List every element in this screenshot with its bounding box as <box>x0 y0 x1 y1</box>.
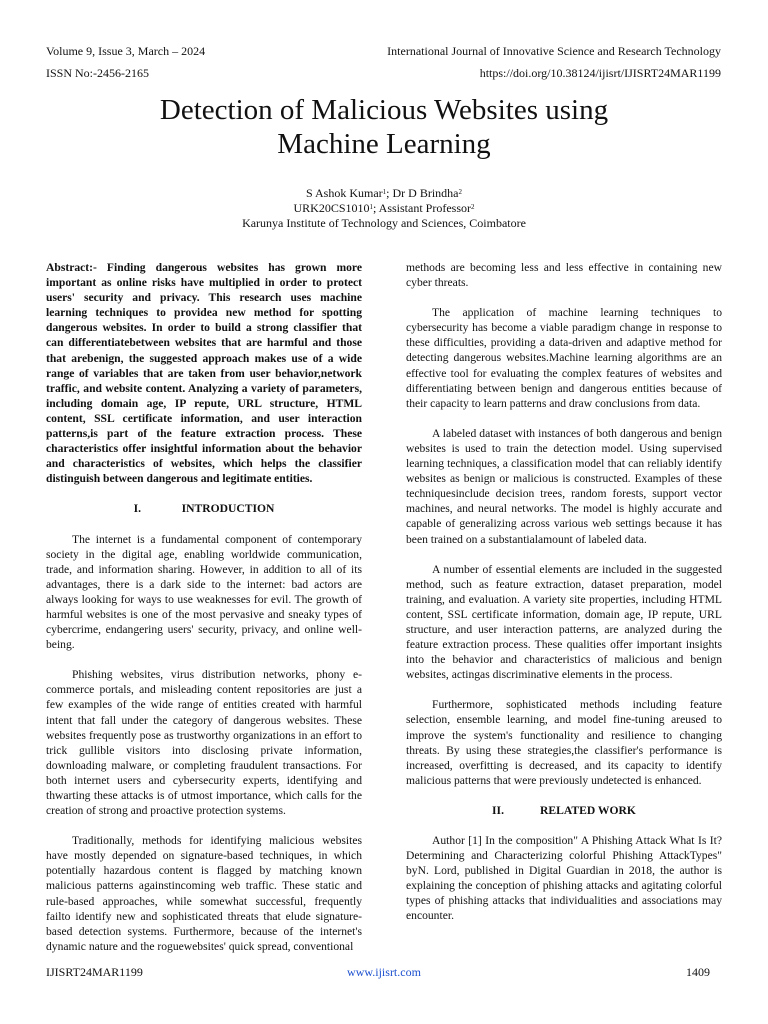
paper-title-line-1: Detection of Malicious Websites using <box>159 94 609 126</box>
body-paragraph: methods are becoming less and less effective in containing new cyber threats. <box>406 261 722 290</box>
journal-name: International Journal of Innovative Science and Research Technology <box>387 44 721 58</box>
body-paragraph: Author [1] In the composition" A Phishing Attack What Is It? Determining and Characterizing colorful Phishing AttackTypes" byN. Lord, published in Digital Guardian in 2018, the author is explaining the conception of phishing attacks and agitating colorful types of phishing attacks that individualities and associations may encounter. <box>406 834 722 923</box>
author-affiliation: Karunya Institute of Technology and Sciences, Coimbatore <box>242 216 526 230</box>
section-heading-introduction <box>46 501 362 516</box>
section-number: II. <box>492 803 504 817</box>
author-name-2: ; Dr D Brindha <box>386 186 459 200</box>
author-id-marker-2: 2 <box>471 203 475 211</box>
author-role-2: ; Assistant Professor <box>373 201 472 215</box>
author-id-marker-1: 1 <box>369 203 373 211</box>
body-paragraph: Traditionally, methods for identifying malicious websites have mostly depended on signature-based techniques, in which potentially hazardous content is flagged by matching known malicious patterns againstincoming web traffic. These static and rule-based approaches, while somewhat successful, frequently failto identify new and sophisticated threats that elude signature-based detection systems. Furthermore, because of the internet's dynamic nature and the roguewebsites' quick spread, conventional <box>46 834 362 953</box>
author-affil-marker-1: 1 <box>382 188 387 196</box>
author-id-1: URK20CS1010 <box>293 201 370 215</box>
author-name-1: S Ashok Kumar <box>306 186 383 200</box>
section-title: RELATED WORK <box>540 803 636 817</box>
body-paragraph: Phishing websites, virus distribution networks, phony e-commerce portals, and misleading content repositories are just a few examples of the wide range of entities created with harmful intent that fall under the category of dangerous websites. These websites frequently pose as trustworthy organizations in an effort to trick gullible visitors into disclosing private information, downloading malware, or completing fraudulent transactions. For both internet users and cybersecurity experts, identifying and thwarting these attacks is of utmost importance, which calls for the creation of strong and proactive protection systems. <box>46 668 362 818</box>
author-ids <box>0 201 768 216</box>
section-number: I. <box>133 502 142 516</box>
journal-volume: Volume 9, Issue 3, March – 2024 <box>46 44 206 58</box>
author-affil-marker-2: 2 <box>458 188 462 196</box>
paper-title-line-2: Machine Learning <box>277 128 491 160</box>
body-paragraph: Furthermore, sophisticated methods including feature selection, ensemble learning, and model fine-tuning areused to improve the system's functionality and resilience to changing threats. By using these strategies,the classifier's performance is increased, overfitting is decreased, and its capacity to identify malicious patterns that were previously undetected is enhanced. <box>406 698 722 787</box>
journal-issn: ISSN No:-2456-2165 <box>46 66 150 80</box>
body-paragraph: The internet is a fundamental component of contemporary society in the digital age, enabling worldwide communication, trade, and information sharing. However, in addition to all of its advantages, there is a dark side to the internet: bad actors are always looking for ways to use weaknesses for evil. The growth of harmful websites is one of the most pervasive and sneaky types of cybercrime, endangering users' security, privacy, and online well-being. <box>46 532 362 652</box>
paper-title <box>0 93 768 161</box>
body-paragraph: The application of machine learning techniques to cybersecurity has become a viable paradigm change in response to these difficulties, providing a data-driven and adaptive method for detecting dangerous websites.Machine learning algorithms are an effective tool for evaluating the complex features of websites and differentiating between benign and dangerous entities because of their capacity to learn patterns and draw conclusions from data. <box>406 306 722 410</box>
footer-website-link[interactable]: www.ijisrt.com <box>347 965 421 979</box>
abstract-paragraph: Abstract:- Finding dangerous websites has grown more important as online risks have multiplied in order to protect users' security and privacy. This research uses machine learning techniques to providea new method for spotting dangerous websites. In order to build a strong classifier that can differentiatebetween websites that are harmful and those that arebenign, the suggested approach makes use of a wide range of variables that are taken from user behavior,network traffic, and website content. Analyzing a variety of parameters, including domain age, IP repute, URL structure, HTML content, SSL certificate information, and user interaction patterns,is part of the feature extraction process. These characteristics offer insightful information about the behavior and characteristics of websites, which helps the classifier distinguish between dangerous and legitimate entities. <box>46 261 362 486</box>
left-column <box>46 260 362 969</box>
section-title: INTRODUCTION <box>181 502 275 516</box>
author-names <box>0 186 768 201</box>
body-paragraph: A labeled dataset with instances of both dangerous and benign websites is used to train the detection model. Using supervised learning techniques, a classification model that can reliably identify websites as benign or malicious is constructed. Examples of these techniquesinclude decision trees, random forests, support vector machines, and neural networks. The model is highly accurate and capable of generalizing across various web settings because it has been trained on a substantialamount of labeled data. <box>406 426 722 546</box>
section-heading-related-work <box>406 803 722 818</box>
right-column <box>406 260 722 939</box>
article-doi[interactable]: https://doi.org/10.38124/ijisrt/IJISRT24MAR1199 <box>479 66 721 80</box>
body-paragraph: A number of essential elements are included in the suggested method, such as feature extraction, dataset preparation, model training, and evaluation. A variety site properties, including HTML content, SSL certificate information, domain age, IP repute, URL structure, and user interaction patterns, are analyzed during the feature extraction process. These qualities offer important insights into the behavior and characteristics of malicious and benign websites, actingas discriminative elements in the process. <box>406 562 722 682</box>
author-block <box>0 186 768 231</box>
footer-page-number: 1409 <box>686 965 710 979</box>
footer-paper-id: IJISRT24MAR1199 <box>46 965 143 979</box>
